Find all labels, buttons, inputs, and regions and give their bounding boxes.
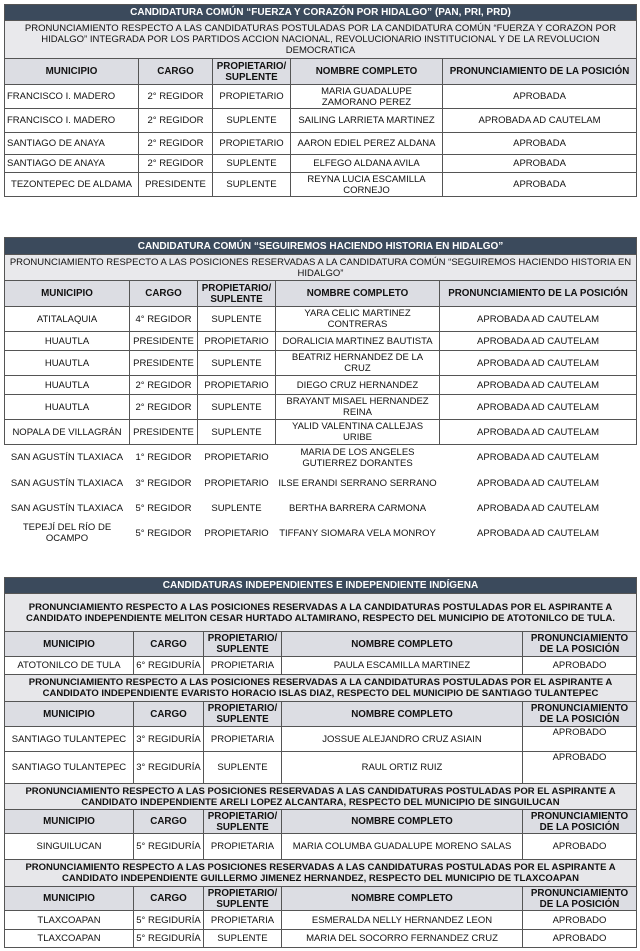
- table-row: [5, 85, 637, 109]
- cell-tipo: SUPLENTE: [204, 930, 282, 948]
- cell-municipio: TEPEJÍ DEL RÍO DE OCAMPO: [22, 522, 112, 544]
- cell-nombre: AARON EDIEL PEREZ ALDANA: [291, 133, 443, 155]
- cell-nombre: PAULA ESCAMILLA MARTINEZ: [282, 657, 523, 675]
- cell-municipio: SANTIAGO DE ANAYA: [5, 155, 139, 173]
- cell-tipo: PROPIETARIO: [204, 477, 269, 489]
- header-municipio: MUNICIPIO: [5, 810, 134, 834]
- cell-nombre: BERTHA BARRERA CARMONA: [288, 502, 427, 514]
- cell-pronunciamiento: APROBADA AD CAUTELAM: [440, 420, 637, 445]
- cell-cargo: PRESIDENTE: [130, 420, 198, 445]
- group-heading-row: [5, 675, 637, 702]
- cell-cargo: 6° REGIDURÍA: [134, 657, 204, 675]
- header-cargo: CARGO: [139, 59, 213, 85]
- header-nombre-completo: NOMBRE COMPLETO: [291, 59, 443, 85]
- cell-nombre: REYNA LUCIA ESCAMILLA CORNEJO: [291, 173, 443, 197]
- cell-municipio: HUAUTLA: [5, 332, 130, 351]
- header-nombre-completo: NOMBRE COMPLETO: [282, 810, 523, 834]
- cell-municipio: ATOTONILCO DE TULA: [5, 657, 134, 675]
- section-subtitle-row: [5, 21, 637, 59]
- cell-pronunciamiento: APROBADO: [523, 752, 637, 784]
- table-row: [5, 834, 637, 860]
- group-heading: PRONUNCIAMIENTO RESPECTO A LAS POSICIONES RESERVADAS A LAS CANDIDATURAS POSTULADAS POR EL ASPIRANTE A CANDIDATO INDEPENDIENTE ARELI LOPEZ ALCANTARA, RESPECTO DEL MUNICIPIO DE SINGUILUCAN: [5, 784, 637, 810]
- table-row: [5, 420, 637, 445]
- cell-tipo: PROPIETARIA: [204, 727, 282, 752]
- cell-pronunciamiento: APROBADA AD CAUTELAM: [440, 395, 637, 420]
- cell-municipio: TLAXCOAPAN: [5, 930, 134, 948]
- header-cargo: CARGO: [130, 281, 198, 307]
- cell-tipo: PROPIETARIO: [204, 452, 269, 464]
- cell-pronunciamiento: APROBADA: [443, 155, 637, 173]
- cell-pronunciamiento: APROBADA AD CAUTELAM: [440, 376, 637, 395]
- group-heading-row: [5, 860, 637, 887]
- header-pronunciamiento: PRONUNCIAMIENTO DE LA POSICIÓN: [523, 702, 637, 727]
- cell-cargo: 3° REGIDURÍA: [134, 752, 204, 784]
- cell-municipio: FRANCISCO I. MADERO: [5, 109, 139, 133]
- header-pronunciamiento: PRONUNCIAMIENTO DE LA POSICIÓN: [440, 281, 637, 307]
- cell-pronunciamiento: APROBADA AD CAUTELAM: [477, 527, 599, 539]
- table-row: [5, 471, 637, 496]
- header-propietario-suplente: PROPIETARIO/ SUPLENTE: [204, 810, 282, 834]
- table-seguiremos-haciendo-historia: [4, 237, 637, 546]
- cell-municipio: NOPALA DE VILLAGRÁN: [5, 420, 130, 445]
- group-heading: PRONUNCIAMIENTO RESPECTO A LAS POSICIONES RESERVADAS A LA CANDIDATURAS POSTULADAS POR EL ASPIRANTE A CANDIDATO INDEPENDIENTE EVARISTO HORACIO ISLAS DIAZ, RESPECTO DEL MUNICIPIO DE SANTIAGO TULANTEPEC: [5, 675, 637, 702]
- cell-municipio: SAN AGUSTÍN TLAXIACA: [10, 452, 124, 464]
- cell-cargo: PRESIDENTE: [130, 351, 198, 376]
- section-title-row: [5, 578, 637, 594]
- table-row: [5, 109, 637, 133]
- table-row: [5, 376, 637, 395]
- cell-municipio: HUAUTLA: [5, 351, 130, 376]
- section-subtitle: PRONUNCIAMIENTO RESPECTO A LAS POSICIONES RESERVADAS A LA CANDIDATURA COMÚN “SEGUIREMOS HACIENDO HISTORIA EN HIDALGO”: [5, 255, 637, 281]
- cell-municipio: SANTIAGO TULANTEPEC: [5, 752, 134, 784]
- cell-cargo: 1° REGIDOR: [135, 452, 192, 464]
- cell-nombre: ELFEGO ALDANA AVILA: [291, 155, 443, 173]
- cell-pronunciamiento: APROBADO: [523, 727, 637, 752]
- cell-nombre: TIFFANY SIOMARA VELA MONROY: [279, 527, 436, 539]
- table-row: [5, 657, 637, 675]
- header-municipio: MUNICIPIO: [5, 702, 134, 727]
- cell-cargo: 3° REGIDOR: [135, 477, 192, 489]
- cell-cargo: PRESIDENTE: [130, 332, 198, 351]
- table-row: [5, 752, 637, 784]
- section-subtitle: PRONUNCIAMIENTO RESPECTO A LAS CANDIDATURAS POSTULADAS POR LA CANDIDATURA COMÚN “FUERZA Y CORAZON POR HIDALGO” INTEGRADA POR LOS PARTIDOS ACCION NACIONAL, REVOLUCIONARIO INSTITUCIONAL Y DE LA REVOLUCION DEMOCRATICA: [5, 21, 637, 59]
- cell-municipio: SINGUILUCAN: [5, 834, 134, 860]
- cell-cargo: 4° REGIDOR: [130, 307, 198, 332]
- header-propietario-suplente: PROPIETARIO/ SUPLENTE: [204, 887, 282, 911]
- cell-pronunciamiento: APROBADA AD CAUTELAM: [443, 109, 637, 133]
- table-row: [5, 307, 637, 332]
- cell-tipo: PROPIETARIA: [204, 834, 282, 860]
- cell-cargo: 5° REGIDOR: [135, 527, 192, 539]
- cell-cargo: 2° REGIDOR: [139, 133, 213, 155]
- cell-nombre: MARIA COLUMBA GUADALUPE MORENO SALAS: [282, 834, 523, 860]
- header-propietario-suplente: PROPIETARIO/ SUPLENTE: [198, 281, 276, 307]
- cell-pronunciamiento: APROBADA: [443, 85, 637, 109]
- cell-nombre: MARIA DE LOS ANGELES GUTIERREZ DORANTES: [300, 446, 415, 469]
- header-municipio: MUNICIPIO: [5, 632, 134, 657]
- table-row: [5, 155, 637, 173]
- header-nombre-completo: NOMBRE COMPLETO: [282, 887, 523, 911]
- cell-tipo: PROPIETARIA: [204, 911, 282, 930]
- cell-nombre: YALID VALENTINA CALLEJAS URIBE: [276, 420, 440, 445]
- cell-municipio: SANTIAGO DE ANAYA: [5, 133, 139, 155]
- header-municipio: MUNICIPIO: [5, 281, 130, 307]
- header-cargo: CARGO: [134, 810, 204, 834]
- table-row: [5, 930, 637, 948]
- header-row: [5, 281, 637, 307]
- header-row: [5, 887, 637, 911]
- cell-municipio: SAN AGUSTÍN TLAXIACA: [10, 502, 124, 514]
- header-municipio: MUNICIPIO: [5, 887, 134, 911]
- cell-cargo: PRESIDENTE: [139, 173, 213, 197]
- header-pronunciamiento: PRONUNCIAMIENTO DE LA POSICIÓN: [523, 632, 637, 657]
- cell-nombre: DORALICIA MARTINEZ BAUTISTA: [276, 332, 440, 351]
- cell-tipo: SUPLENTE: [213, 109, 291, 133]
- table-row: [5, 332, 637, 351]
- table-fuerza-corazon: [4, 4, 637, 197]
- cell-pronunciamiento: APROBADA: [443, 133, 637, 155]
- cell-pronunciamiento: APROBADA AD CAUTELAM: [440, 351, 637, 376]
- cell-tipo: SUPLENTE: [204, 752, 282, 784]
- table-row: [5, 911, 637, 930]
- cell-nombre: YARA CELIC MARTINEZ CONTRERAS: [276, 307, 440, 332]
- cell-cargo: 5° REGIDURÍA: [134, 911, 204, 930]
- cell-nombre: DIEGO CRUZ HERNANDEZ: [276, 376, 440, 395]
- header-nombre-completo: NOMBRE COMPLETO: [282, 632, 523, 657]
- header-row: [5, 59, 637, 85]
- cell-pronunciamiento: APROBADO: [523, 657, 637, 675]
- cell-pronunciamiento: APROBADA AD CAUTELAM: [477, 502, 599, 514]
- header-cargo: CARGO: [134, 887, 204, 911]
- cell-municipio: SANTIAGO TULANTEPEC: [5, 727, 134, 752]
- cell-tipo: SUPLENTE: [198, 395, 276, 420]
- cell-tipo: SUPLENTE: [213, 155, 291, 173]
- table-row: [5, 445, 637, 471]
- cell-tipo: PROPIETARIO: [198, 332, 276, 351]
- cell-tipo: PROPIETARIO: [213, 85, 291, 109]
- cell-pronunciamiento: APROBADA: [443, 173, 637, 197]
- table-candidaturas-independientes: [4, 577, 637, 948]
- cell-municipio: HUAUTLA: [5, 376, 130, 395]
- section-title: CANDIDATURAS INDEPENDIENTES E INDEPENDIENTE INDÍGENA: [5, 578, 637, 594]
- cell-pronunciamiento: APROBADA AD CAUTELAM: [440, 307, 637, 332]
- cell-nombre: JOSSUE ALEJANDRO CRUZ ASIAIN: [282, 727, 523, 752]
- cell-pronunciamiento: APROBADO: [523, 911, 637, 930]
- cell-nombre: RAUL ORTIZ RUIZ: [282, 752, 523, 784]
- header-pronunciamiento: PRONUNCIAMIENTO DE LA POSICIÓN: [523, 887, 637, 911]
- section-title-row: [5, 238, 637, 255]
- cell-tipo: PROPIETARIO: [204, 527, 269, 539]
- cell-municipio: TLAXCOAPAN: [5, 911, 134, 930]
- cell-nombre: BEATRIZ HERNANDEZ DE LA CRUZ: [276, 351, 440, 376]
- cell-cargo: 2° REGIDOR: [130, 376, 198, 395]
- cell-cargo: 5° REGIDOR: [135, 502, 192, 514]
- header-nombre-completo: NOMBRE COMPLETO: [276, 281, 440, 307]
- header-pronunciamiento: PRONUNCIAMIENTO DE LA POSICIÓN: [523, 810, 637, 834]
- cell-cargo: 2° REGIDOR: [130, 395, 198, 420]
- cell-cargo: 2° REGIDOR: [139, 155, 213, 173]
- cell-nombre: BRAYANT MISAEL HERNANDEZ REINA: [276, 395, 440, 420]
- group-heading: PRONUNCIAMIENTO RESPECTO A LAS POSICIONES RESERVADAS A LA CANDIDATURAS POSTULADAS POR EL ASPIRANTE A CANDIDATO INDEPENDIENTE MELITON CESAR HURTADO ALTAMIRANO, RESPECTO DEL MUNICIPIO DE ATOTONILCO DE TULA.: [5, 594, 637, 632]
- cell-cargo: 3° REGIDURÍA: [134, 727, 204, 752]
- cell-municipio: SAN AGUSTÍN TLAXIACA: [10, 477, 124, 489]
- cell-nombre: SAILING LARRIETA MARTINEZ: [291, 109, 443, 133]
- cell-tipo: SUPLENTE: [198, 307, 276, 332]
- table-row: [5, 173, 637, 197]
- cell-cargo: 2° REGIDOR: [139, 109, 213, 133]
- cell-nombre: ILSE ERANDI SERRANO SERRANO: [278, 477, 437, 489]
- header-propietario-suplente: PROPIETARIO/ SUPLENTE: [204, 632, 282, 657]
- cell-municipio: TEZONTEPEC DE ALDAMA: [5, 173, 139, 197]
- table-row: [5, 395, 637, 420]
- cell-nombre: MARIA GUADALUPE ZAMORANO PEREZ: [291, 85, 443, 109]
- cell-pronunciamiento: APROBADA AD CAUTELAM: [477, 452, 599, 464]
- cell-pronunciamiento: APROBADA AD CAUTELAM: [440, 332, 637, 351]
- group-heading-row: [5, 594, 637, 632]
- table-row: [5, 496, 637, 521]
- section-title: CANDIDATURA COMÚN “SEGUIREMOS HACIENDO HISTORIA EN HIDALGO”: [5, 238, 637, 255]
- header-municipio: MUNICIPIO: [5, 59, 139, 85]
- table-row: [5, 351, 637, 376]
- cell-municipio: HUAUTLA: [5, 395, 130, 420]
- cell-tipo: SUPLENTE: [211, 502, 262, 514]
- cell-tipo: SUPLENTE: [198, 351, 276, 376]
- cell-municipio: ATITALAQUIA: [5, 307, 130, 332]
- cell-cargo: 5° REGIDURÍA: [134, 834, 204, 860]
- cell-tipo: PROPIETARIA: [204, 657, 282, 675]
- cell-cargo: 2° REGIDOR: [139, 85, 213, 109]
- section-title: CANDIDATURA COMÚN “FUERZA Y CORAZÓN POR HIDALGO” (PAN, PRI, PRD): [5, 5, 637, 21]
- table-row: [5, 727, 637, 752]
- header-nombre-completo: NOMBRE COMPLETO: [282, 702, 523, 727]
- cell-pronunciamiento: APROBADA AD CAUTELAM: [477, 477, 599, 489]
- group-heading-row: [5, 784, 637, 810]
- cell-cargo: 5° REGIDURÍA: [134, 930, 204, 948]
- header-propietario-suplente: PROPIETARIO/ SUPLENTE: [213, 59, 291, 85]
- cell-tipo: SUPLENTE: [198, 420, 276, 445]
- table-row: [5, 521, 637, 546]
- table-row: [5, 133, 637, 155]
- cell-nombre: ESMERALDA NELLY HERNANDEZ LEON: [282, 911, 523, 930]
- section-subtitle-row: [5, 255, 637, 281]
- header-row: [5, 632, 637, 657]
- group-heading: PRONUNCIAMIENTO RESPECTO A LAS POSICIONES RESERVADAS A LAS CANDIDATURAS POSTULADAS POR EL ASPIRANTE A CANDIDATO INDEPENDIENTE GUILLERMO JIMENEZ HERNANDEZ, RESPECTO DEL MUNICIPIO DE TLAXCOAPAN: [5, 860, 637, 887]
- header-cargo: CARGO: [134, 632, 204, 657]
- cell-municipio: FRANCISCO I. MADERO: [5, 85, 139, 109]
- section-title-row: [5, 5, 637, 21]
- cell-tipo: PROPIETARIO: [213, 133, 291, 155]
- cell-tipo: PROPIETARIO: [198, 376, 276, 395]
- cell-pronunciamiento: APROBADO: [523, 834, 637, 860]
- header-row: [5, 810, 637, 834]
- header-row: [5, 702, 637, 727]
- header-pronunciamiento: PRONUNCIAMIENTO DE LA POSICIÓN: [443, 59, 637, 85]
- header-cargo: CARGO: [134, 702, 204, 727]
- cell-pronunciamiento: APROBADO: [523, 930, 637, 948]
- cell-tipo: SUPLENTE: [213, 173, 291, 197]
- header-propietario-suplente: PROPIETARIO/ SUPLENTE: [204, 702, 282, 727]
- cell-nombre: MARIA DEL SOCORRO FERNANDEZ CRUZ: [282, 930, 523, 948]
